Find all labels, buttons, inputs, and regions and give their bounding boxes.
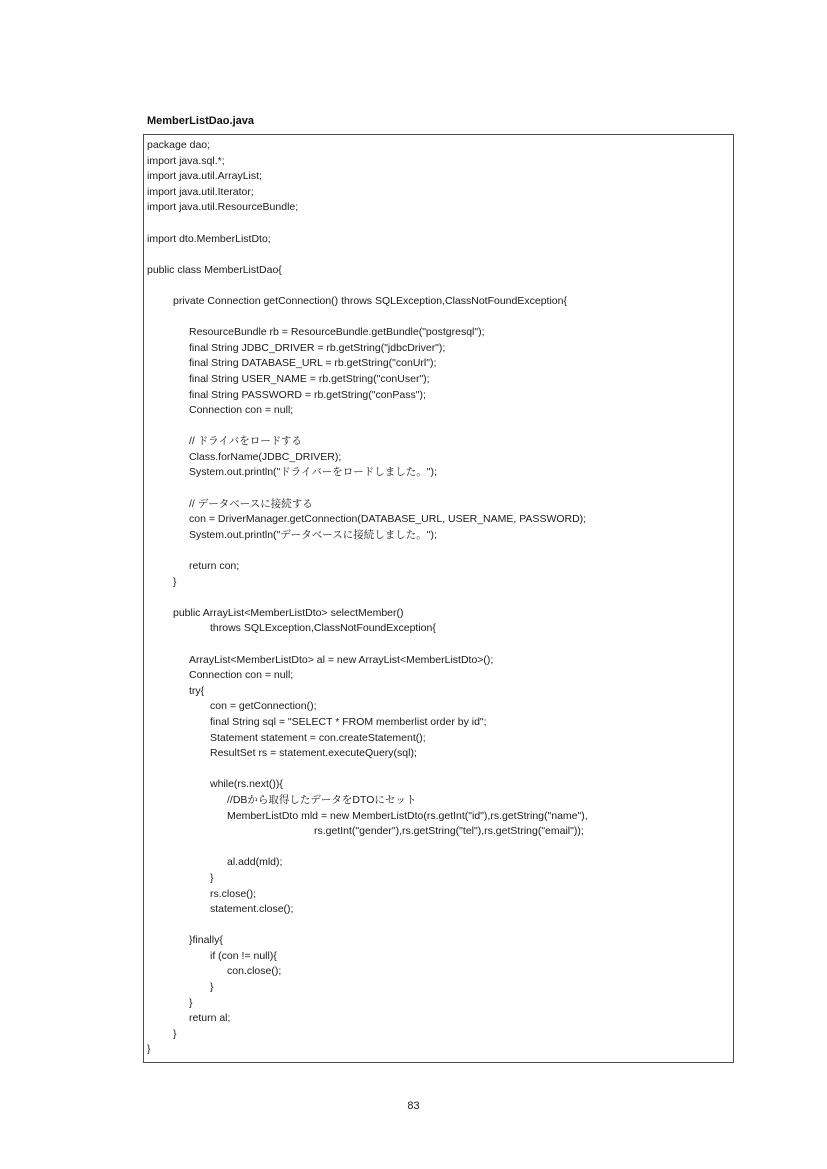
code-line: // データベースに接続する (189, 497, 313, 510)
code-line: if (con != null){ (210, 949, 277, 962)
code-line: return al; (189, 1012, 231, 1025)
code-line: throws SQLException,ClassNotFoundException{ (210, 622, 436, 635)
code-line: import java.sql.*; (147, 154, 225, 167)
code-line: } (189, 996, 193, 1009)
code-line (147, 481, 729, 497)
code-line: ResultSet rs = statement.executeQuery(sql); (210, 747, 417, 760)
code-line: MemberListDto mld = new MemberListDto(rs.getInt("id"),rs.getString("name"), (227, 809, 588, 822)
code-line: System.out.println("ドライバーをロードしました。"); (189, 466, 437, 479)
code-line: final String PASSWORD = rb.getString("conPass"); (189, 388, 426, 401)
code-line: // ドライバをロードする (189, 435, 302, 448)
code-line (147, 278, 729, 294)
code-line: } (210, 871, 214, 884)
code-line: final String JDBC_DRIVER = rb.getString("jdbcDriver"); (189, 341, 446, 354)
file-title: MemberListDao.java (147, 115, 254, 127)
page-number: 83 (407, 1100, 420, 1112)
code-line: //DBから取得したデータをDTOにセット (227, 793, 417, 806)
code-line: con = DriverManager.getConnection(DATABASE_URL, USER_NAME, PASSWORD); (189, 513, 587, 526)
code-line: con.close(); (227, 965, 282, 978)
code-line (147, 918, 729, 934)
code-line (147, 840, 729, 856)
code-line: statement.close(); (210, 903, 294, 916)
code-line: final String USER_NAME = rb.getString("conUser"); (189, 372, 430, 385)
code-line: import java.util.Iterator; (147, 185, 254, 198)
code-line: } (210, 981, 214, 994)
code-line (147, 310, 729, 326)
code-line: con = getConnection(); (210, 700, 317, 713)
code-block (143, 134, 734, 1063)
code-line: import dto.MemberListDto; (147, 232, 271, 245)
code-line: public class MemberListDao{ (147, 263, 282, 276)
code-line (147, 590, 729, 606)
code-line: } (173, 1027, 177, 1040)
code-line (147, 762, 729, 778)
code-line: try{ (189, 684, 205, 697)
code-line: public ArrayList<MemberListDto> selectMember() (173, 606, 404, 619)
code-line: System.out.println("データベースに接続しました。"); (189, 528, 437, 541)
code-line: Connection con = null; (189, 404, 294, 417)
code-line: ArrayList<MemberListDto> al = new ArrayList<MemberListDto>(); (189, 653, 494, 666)
code-line: Statement statement = con.createStatement(); (210, 731, 426, 744)
code-line: import java.util.ResourceBundle; (147, 201, 299, 214)
code-line: Class.forName(JDBC_DRIVER); (189, 450, 342, 463)
code-line (147, 247, 729, 263)
code-line: return con; (189, 560, 240, 573)
code-line (147, 216, 729, 232)
code-line: package dao; (147, 139, 211, 151)
code-line: while(rs.next()){ (210, 778, 283, 791)
code-line: final String DATABASE_URL = rb.getString("conUrl"); (189, 357, 437, 370)
code-line (147, 419, 729, 435)
code-line: rs.close(); (210, 887, 257, 900)
code-line: final String sql = "SELECT * FROM memberlist order by id"; (210, 715, 487, 728)
code-line (147, 543, 729, 559)
code-line: rs.getInt("gender"),rs.getString("tel"),rs.getString("email")); (314, 825, 584, 838)
code-line: al.add(mld); (227, 856, 283, 869)
code-line: } (173, 575, 177, 588)
code-line: private Connection getConnection() throws SQLException,ClassNotFoundException{ (173, 294, 567, 307)
code-line: } (147, 1043, 151, 1056)
code-line: }finally{ (189, 934, 223, 947)
code-line: import java.util.ArrayList; (147, 170, 262, 183)
code-line: ResourceBundle rb = ResourceBundle.getBundle("postgresql"); (189, 326, 485, 339)
code-line: Connection con = null; (189, 669, 294, 682)
code-line (147, 637, 729, 653)
